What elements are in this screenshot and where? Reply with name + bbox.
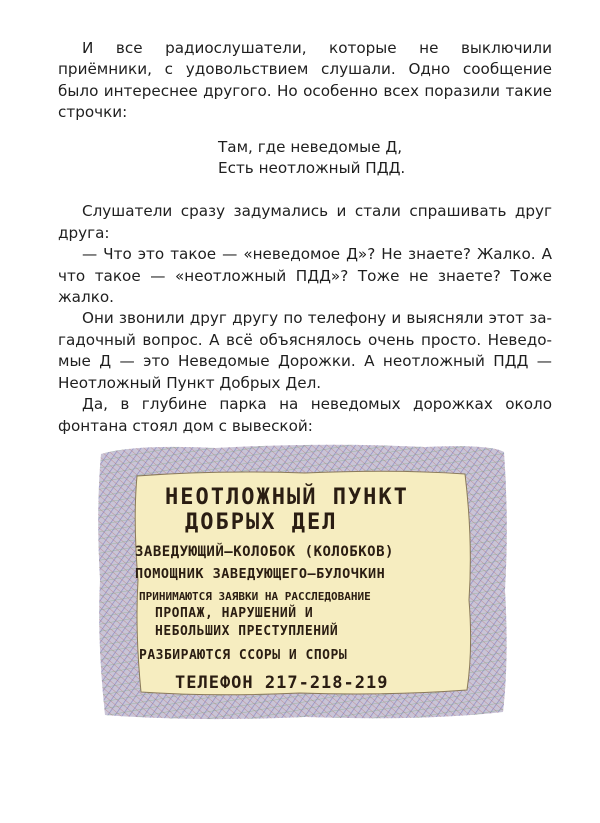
verse-line-2: Есть неотложный ПДД. — [218, 159, 406, 178]
sign-title-line-2: ДОБРЫХ ДЕЛ — [185, 510, 338, 535]
paragraph-4: Они звонили друг другу по телефону и выясняли этот загадочный вопрос. А всё объяснялось очень просто. Неведомые Д — это Неведомые Дорожки. А неотложный ПДД — Неотложный Пункт Добрых Дел. — [58, 309, 552, 392]
paragraph-5: Да, в глубине парка на неведомых дорожках около фонтана стоял дом с вывеской: — [58, 395, 552, 435]
paragraph-3: — Что это такое — «неведомое Д»? Не знаете? Жалко. А что такое — «неотложный ПДД»? Тоже не знаете? Тоже жалко. — [58, 245, 552, 307]
sign-title-line-1: НЕОТЛОЖНЫЙ ПУНКТ — [165, 485, 409, 510]
sign-manager-line: ЗАВЕДУЮЩИЙ—КОЛОБОК (КОЛОБКОВ) — [135, 544, 394, 560]
sign-phone-line: ТЕЛЕФОН 217-218-219 — [175, 673, 389, 693]
paragraph-1: И все радиослушатели, которые не выключили приёмники, с удовольствием слушали. Одно сообщение было интереснее другого. Но особенно всех поразили такие строчки: — [58, 39, 552, 122]
story-text — [58, 38, 552, 437]
sign-assistant-line: ПОМОЩНИК ЗАВЕДУЮЩЕГО—БУЛОЧКИН — [135, 566, 386, 582]
sign-losses-line: ПРОПАЖ, НАРУШЕНИЙ И — [155, 606, 314, 621]
paragraph-2: Слушатели сразу задумались и стали спрашивать друг друга: — [58, 202, 552, 242]
verse-line-1: Там, где неведомые Д, — [218, 137, 403, 156]
sign-crimes-line: НЕБОЛЬШИХ ПРЕСТУПЛЕНИЙ — [155, 624, 339, 639]
sign-disputes-line: РАЗБИРАЮТСЯ ССОРЫ И СПОРЫ — [139, 648, 348, 663]
verse — [58, 137, 552, 180]
signboard-illustration — [95, 440, 510, 723]
sign-applications-line: ПРИНИМАЮТСЯ ЗАЯВКИ НА РАССЛЕДОВАНИЕ — [139, 590, 371, 603]
sign-lettering — [95, 440, 510, 723]
